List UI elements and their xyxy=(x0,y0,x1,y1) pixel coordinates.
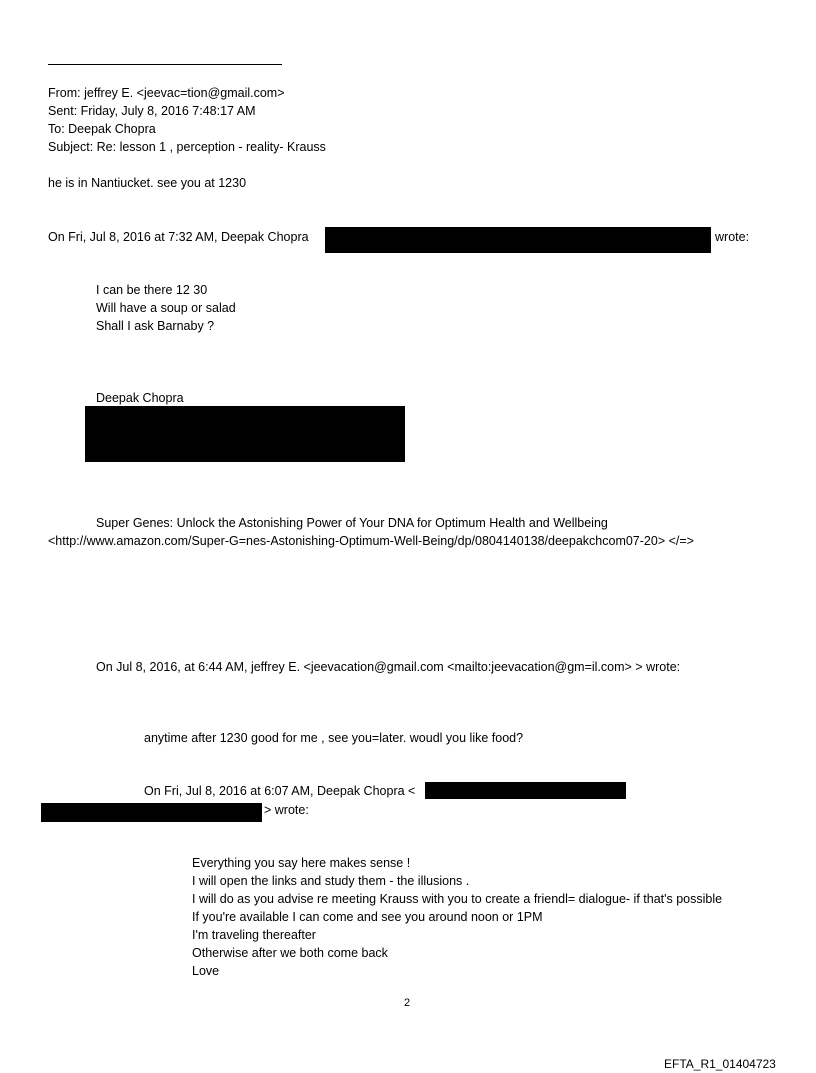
book-title: Super Genes: Unlock the Astonishing Power of Your DNA for Optimum Health and Wellbeing xyxy=(96,516,608,530)
header-from: From: jeffrey E. <jeevac=tion@gmail.com> xyxy=(48,86,285,100)
quote1-line-2: Will have a soup or salad xyxy=(96,301,236,315)
document-id-footer: EFTA_R1_01404723 xyxy=(664,1057,776,1071)
top-rule xyxy=(48,64,282,65)
quote3-attribution-suffix: > wrote: xyxy=(264,803,309,817)
redaction-box xyxy=(41,803,262,822)
redaction-box xyxy=(325,227,711,253)
quote3-line-7: Love xyxy=(192,964,220,978)
book-link: <http://www.amazon.com/Super-G=nes-Astonishing-Optimum-Well-Being/dp/0804140138/deepakchcom07-20> </=> xyxy=(48,534,694,548)
reply-body: he is in Nantiucket. see you at 1230 xyxy=(48,176,247,190)
quote1-attribution-suffix: wrote: xyxy=(715,230,750,244)
header-subject: Subject: Re: lesson 1 , perception - reality- Krauss xyxy=(48,140,326,154)
quote2-attribution: On Jul 8, 2016, at 6:44 AM, jeffrey E. <jeevacation@gmail.com <mailto:jeevacation@gm=il.com> > wrote: xyxy=(96,660,681,674)
quote1-line-3: Shall I ask Barnaby ? xyxy=(96,319,215,333)
quote1-attribution-prefix: On Fri, Jul 8, 2016 at 7:32 AM, Deepak Chopra xyxy=(48,230,309,244)
quote3-line-1: Everything you say here makes sense ! xyxy=(192,856,411,870)
quote3-line-6: Otherwise after we both come back xyxy=(192,946,388,960)
redaction-box xyxy=(85,406,405,462)
signature-name: Deepak Chopra xyxy=(96,391,184,405)
header-sent: Sent: Friday, July 8, 2016 7:48:17 AM xyxy=(48,104,256,118)
quote3-attribution-prefix: On Fri, Jul 8, 2016 at 6:07 AM, Deepak Chopra < xyxy=(144,784,416,798)
page-number: 2 xyxy=(404,997,411,1009)
redaction-box xyxy=(425,782,626,799)
quote2-body: anytime after 1230 good for me , see you=later. woudl you like food? xyxy=(144,731,524,745)
quote3-line-4: If you're available I can come and see you around noon or 1PM xyxy=(192,910,543,924)
quote3-line-3: I will do as you advise re meeting Krauss with you to create a friendl= dialogue- if that's possible xyxy=(192,892,723,906)
quote1-line-1: I can be there 12 30 xyxy=(96,283,208,297)
quote3-line-5: I'm traveling thereafter xyxy=(192,928,316,942)
header-to: To: Deepak Chopra xyxy=(48,122,156,136)
quote3-line-2: I will open the links and study them - the illusions . xyxy=(192,874,470,888)
